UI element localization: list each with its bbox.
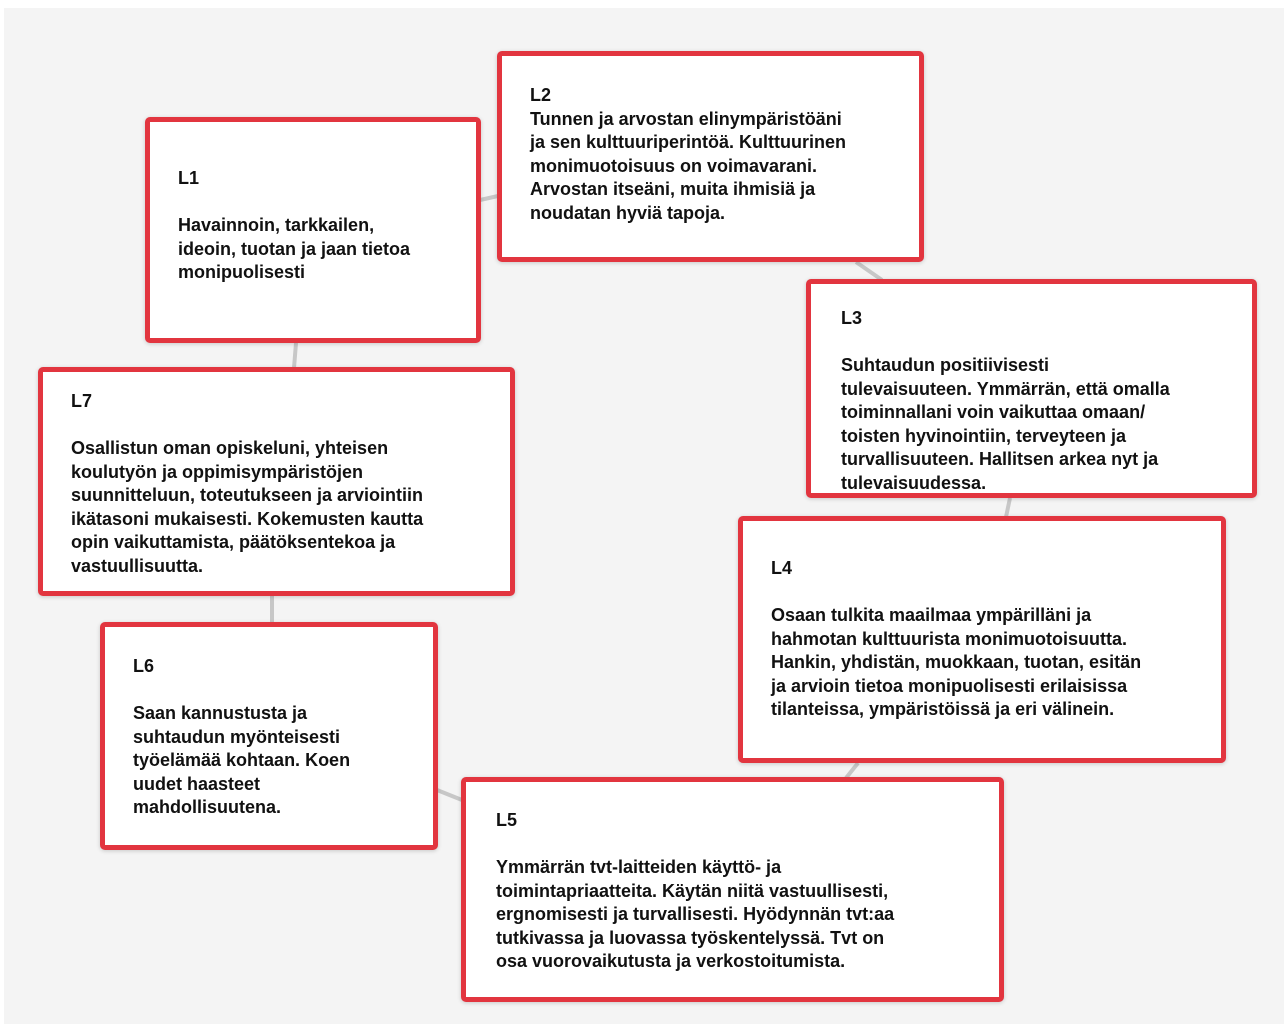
connector-l7-l1 [294,343,296,368]
connector-l1-l2 [480,196,498,200]
card-l2[interactable] [497,51,924,262]
card-l4-text: Osaan tulkita maailmaa ympärilläni ja hahmotan kulttuurista monimuotoisuutta. Hankin, yhdistän, muokkaan, tuotan, esitän ja arvioin tietoa monipuolisesti erilaisissa tilanteissa, ympäristöissä ja eri välinein. [771,605,1142,719]
card-l6[interactable] [100,622,438,850]
card-l4-label: L4 [771,558,793,578]
card-l4[interactable] [738,516,1226,763]
card-l2-label: L2 [530,85,552,105]
card-l6-label: L6 [133,656,155,676]
card-l3-label: L3 [841,308,863,328]
connector-l3-l4 [1006,498,1010,517]
connector-l4-l5 [846,763,858,778]
connector-l5-l6 [437,790,462,800]
card-l1[interactable] [145,117,481,343]
card-l6-text: Saan kannustusta ja suhtaudun myönteisesti työelämää kohtaan. Koen uudet haasteet mahdollisuutena. [133,703,351,817]
card-l1-label: L1 [178,168,200,188]
card-l5[interactable] [461,777,1004,1002]
card-l2-text: Tunnen ja arvostan elinympäristöäni ja sen kulttuuriperintöä. Kulttuurinen monimuotoisuus on voimavarani. Arvostan itseäni, muita ihmisiä ja noudatan hyviä tapoja. [530,108,847,223]
card-l7[interactable] [38,367,515,596]
card-l7-text: Osallistun oman opiskeluni, yhteisen koulutyön ja oppimisympäristöjen suunnitteluun, toteutukseen ja arviointiin ikätasoni mukaisesti. Kokemusten kautta opin vaikuttamista, päätöksentekoa ja vastuullisuutta. [71,438,424,576]
card-l1-text: Havainnoin, tarkkailen, ideoin, tuotan ja jaan tietoa monipuolisesti [178,215,411,282]
connector-l2-l3 [856,262,882,280]
card-l5-label: L5 [496,810,518,830]
card-l7-label: L7 [71,391,93,411]
card-l3-text: Suhtaudun positiivisesti tulevaisuuteen. Ymmärrän, että omalla toiminnallani voin vaikuttaa omaan/ toisten hyvinointiin, terveyteen ja turvallisuuteen. Hallitsen arkea nyt ja tulevaisuudessa. [841,355,1170,493]
card-l3[interactable] [806,279,1257,498]
card-l5-text: Ymmärrän tvt-laitteiden käyttö- ja toimintapriaatteita. Käytän niitä vastuullisesti, ergnomisesti ja turvallisesti. Hyödynnän tvt:aa tutkivassa ja luovassa työskentelyssä. Tvt on osa vuorovaikutusta ja verkostoitumista. [496,857,895,971]
